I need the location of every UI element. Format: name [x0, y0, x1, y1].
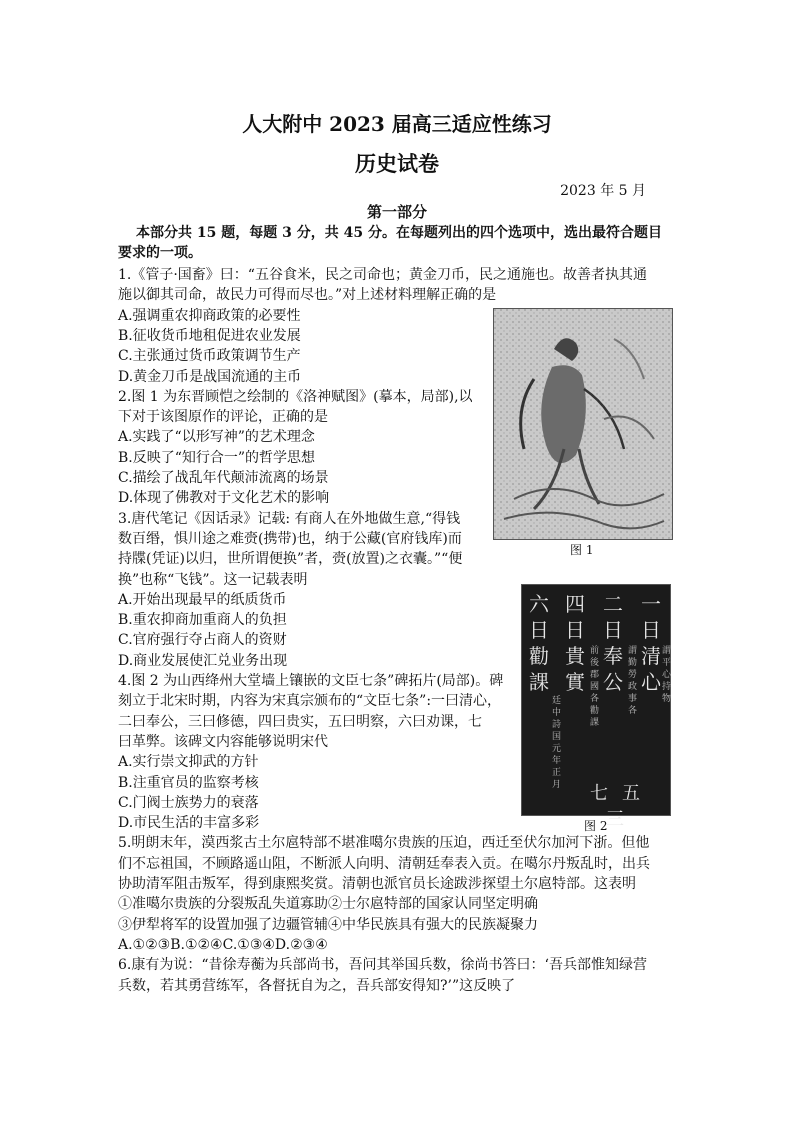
- question-line: C.描绘了战乱年代颠沛流离的场景: [118, 470, 329, 486]
- question-line: D.黄金刀币是战国流通的主币: [118, 368, 302, 385]
- question-line: 数百缗，惧川途之难赍(携带)也，纳于公藏(官府钱库)而: [118, 530, 462, 547]
- stele-column: 六日勸課: [529, 592, 549, 694]
- question-line: 兵数，若其勇营练军，各督抚自为之，吾兵部安得知?’”这反映了: [118, 977, 516, 994]
- part-heading: 第一部分: [366, 203, 427, 221]
- stele-column: 一日清心: [641, 592, 661, 694]
- question-line: 施以御其司命，故民力可得而尽也。”对上述材料理解正确的是: [118, 287, 497, 304]
- instructions-line: 本部分共 15 题，每题 3 分，共 45 分。在每题列出的四个选项中，选出最符合题目: [136, 225, 662, 241]
- question-line: D.商业发展使汇兑业务出现: [118, 652, 288, 669]
- question-line: B.反映了“知行合一”的哲学思想: [118, 449, 316, 466]
- question-line: 1.《管子·国畜》曰：“五谷食米，民之司命也；黄金刀币，民之通施也。故善者执其通: [118, 267, 647, 283]
- stele-column: 四日貴實: [565, 592, 585, 694]
- question-line: A.实践了“以形写神”的艺术理念: [118, 429, 315, 446]
- question-line: 们不忘祖国，不顾路遥山阻，不断派人向明、清朝廷奉表入贡。在噶尔丹叛乱时，出兵: [118, 855, 650, 872]
- question-line: C.主张通过货币政策调节生产: [118, 348, 301, 365]
- question-line: 换”也称“飞钱”。这一记载表明: [118, 571, 308, 588]
- question-line: A.开始出现最早的纸质货币: [118, 591, 287, 608]
- question-line: D.市民生活的丰富多彩: [118, 815, 260, 832]
- instructions-line: 要求的一项。: [118, 245, 202, 261]
- exam-title: 人大附中 2023 届高三适应性练习: [242, 112, 552, 136]
- question-line: B.征收货币地租促进农业发展: [118, 327, 301, 344]
- question-line: A.强调重农抑商政策的必要性: [118, 307, 301, 324]
- stele-rubbing-image: 六日勸課 四日貴實 二日奉公 一日清心 廷中詩国元年正月 前後郡國各勸課 謂勤勞政事各 謂平心持物 七五三: [521, 584, 671, 816]
- exam-subtitle: 历史试卷: [355, 151, 439, 176]
- question-line: 刻立于北宋时期，内容为宋真宗颁布的“文臣七条”:一曰清心，: [118, 693, 502, 710]
- question-line: 曰革弊。该碑文内容能够说明宋代: [118, 733, 328, 750]
- exam-date: 2023 年 5 月: [560, 183, 646, 199]
- question-line: ③伊犁将军的设置加强了边疆管辅④中华民族具有强大的民族凝聚力: [118, 916, 538, 933]
- question-line: 持牒(凭证)以归，世所谓便换”者，赍(放置)之衣囊。”“便: [118, 551, 463, 568]
- question-line: ①准噶尔贵族的分裂叛乱失道寡助②士尔扈特部的国家认同坚定明确: [118, 896, 538, 913]
- question-line: 4.图 2 为山西绛州大堂墙上镶嵌的文臣七条”碑拓片(局部)。碑: [118, 673, 504, 689]
- question-line: 6.康有为说：“昔徐寿蘅为兵部尚书，吾问其举国兵数，徐尚书答曰：‘吾兵部惟知绿营: [118, 957, 647, 974]
- stele-bottom-text: 七五三: [590, 783, 654, 830]
- question-line: 二曰奉公，三曰修德，四曰贵实，五曰明察，六曰劝课，七: [118, 713, 482, 730]
- figure-2-caption: 图 2: [584, 819, 608, 833]
- question-line: 5.明朗末年，漠西浆古土尔扈特部不堪准噶尔贵族的压迫，西迁至伏尔加河下浙。但他: [118, 835, 650, 852]
- question-line: C.官府强行夺占商人的资财: [118, 632, 287, 649]
- stele-column: 二日奉公: [603, 592, 623, 694]
- question-line: 3.唐代笔记《因话录》记载: 有商人在外地做生意,“得钱: [118, 510, 461, 527]
- figure-1-caption: 图 1: [570, 543, 594, 557]
- question-line: B.重农抑商加重商人的负担: [118, 612, 287, 629]
- question-line: 协助清军阻击叛军，得到康熙奖赏。清朝也派官员长途跋涉探望土尔扈特部。这表明: [118, 876, 636, 892]
- question-line: D.体现了佛教对于文化艺术的影响: [118, 490, 330, 507]
- question-line: 下对于该图原作的评论，正确的是: [118, 409, 328, 426]
- question-line: C.门阀士族势力的衰落: [118, 794, 259, 811]
- luoshen-painting-image: [493, 308, 673, 540]
- question-line: 2.图 1 为东晋顾恺之绘制的《洛神赋图》(摹本，局部),以: [118, 388, 473, 405]
- question-line: A.①②③B.①②④C.①③④D.②③④: [118, 936, 328, 953]
- question-line: A.实行崇文抑武的方针: [118, 754, 259, 771]
- question-line: B.注重官员的监察考核: [118, 774, 259, 791]
